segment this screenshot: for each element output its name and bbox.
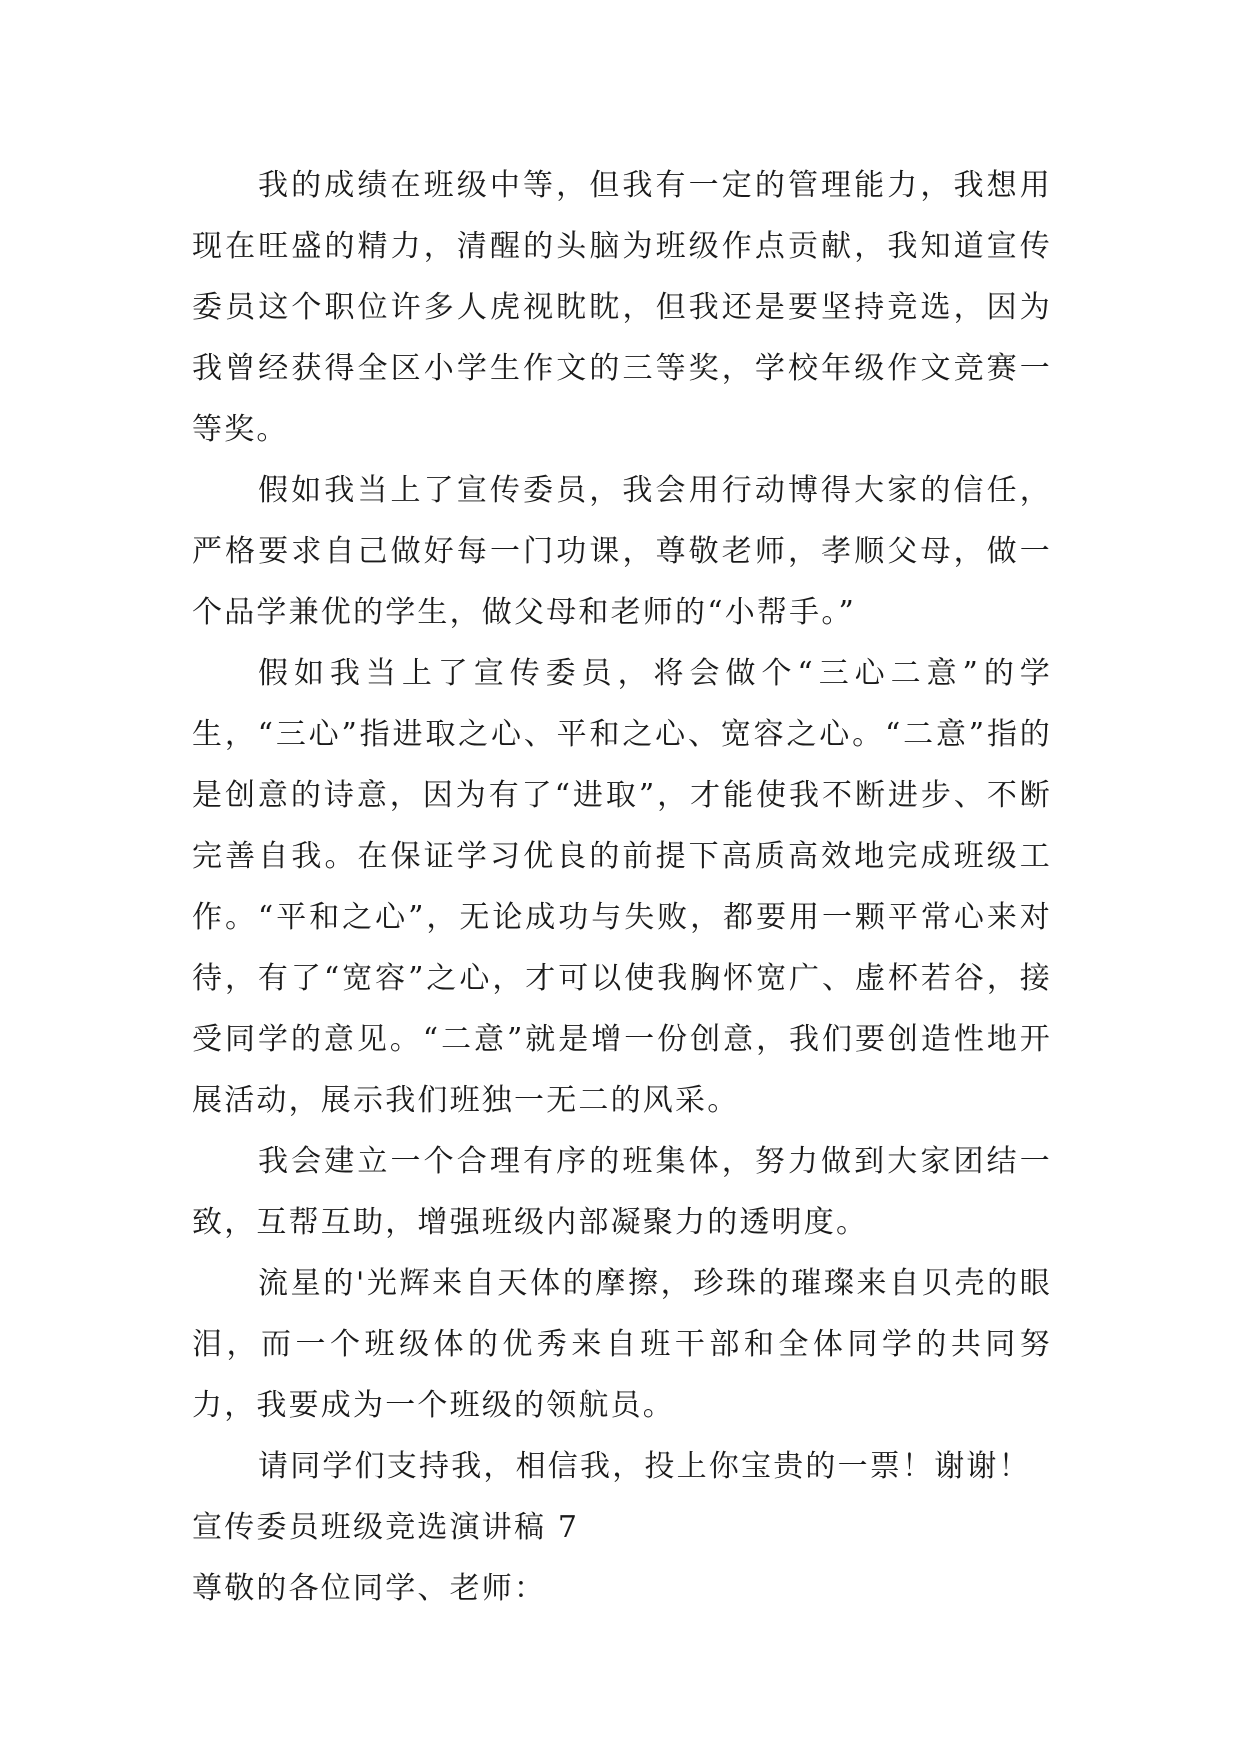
speech-heading: 宣传委员班级竞选演讲稿 7 [192,1510,580,1545]
speech-salutation: 尊敬的各位同学、老师： [192,1571,547,1606]
paragraph-class-unity: 我会建立一个合理有序的班集体，努力做到大家团结一致，互帮互助，增强班级内部凝聚力的透明度。 [192,1144,1052,1240]
paragraph-grades: 我的成绩在班级中等，但我有一定的管理能力，我想用现在旺盛的精力，清醒的头脑为班级作点贡献，我知道宣传委员这个职位许多人虎视眈眈，但我还是要坚持竞选，因为我曾经获得全区小学生作文的三等奖，学校年级作文竞赛一等奖。 [192,168,1052,447]
paragraph-meteor: 流星的'光辉来自天体的摩擦，珍珠的璀璨来自贝壳的眼泪，而一个班级体的优秀来自班干部和全体同学的共同努力，我要成为一个班级的领航员。 [192,1266,1052,1423]
document-body [192,155,1052,1619]
paragraph-closing: 请同学们支持我，相信我，投上你宝贵的一票！谢谢！ [258,1449,1031,1484]
paragraph-three-hearts: 假如我当上了宣传委员，将会做个“三心二意”的学生，“三心”指进取之心、平和之心、宽容之心。“二意”指的是创意的诗意，因为有了“进取”，才能使我不断进步、不断完善自我。在保证学习优良的前提下高质高效地完成班级工作。“平和之心”，无论成功与失败，都要用一颗平常心来对待，有了“宽容”之心，才可以使我胸怀宽广、虚杯若谷，接受同学的意见。“二意”就是增一份创意，我们要创造性地开展活动，展示我们班独一无二的风采。 [192,656,1052,1118]
paragraph-trust: 假如我当上了宣传委员，我会用行动博得大家的信任，严格要求自己做好每一门功课，尊敬老师，孝顺父母，做一个品学兼优的学生，做父母和老师的“小帮手。” [192,473,1052,630]
